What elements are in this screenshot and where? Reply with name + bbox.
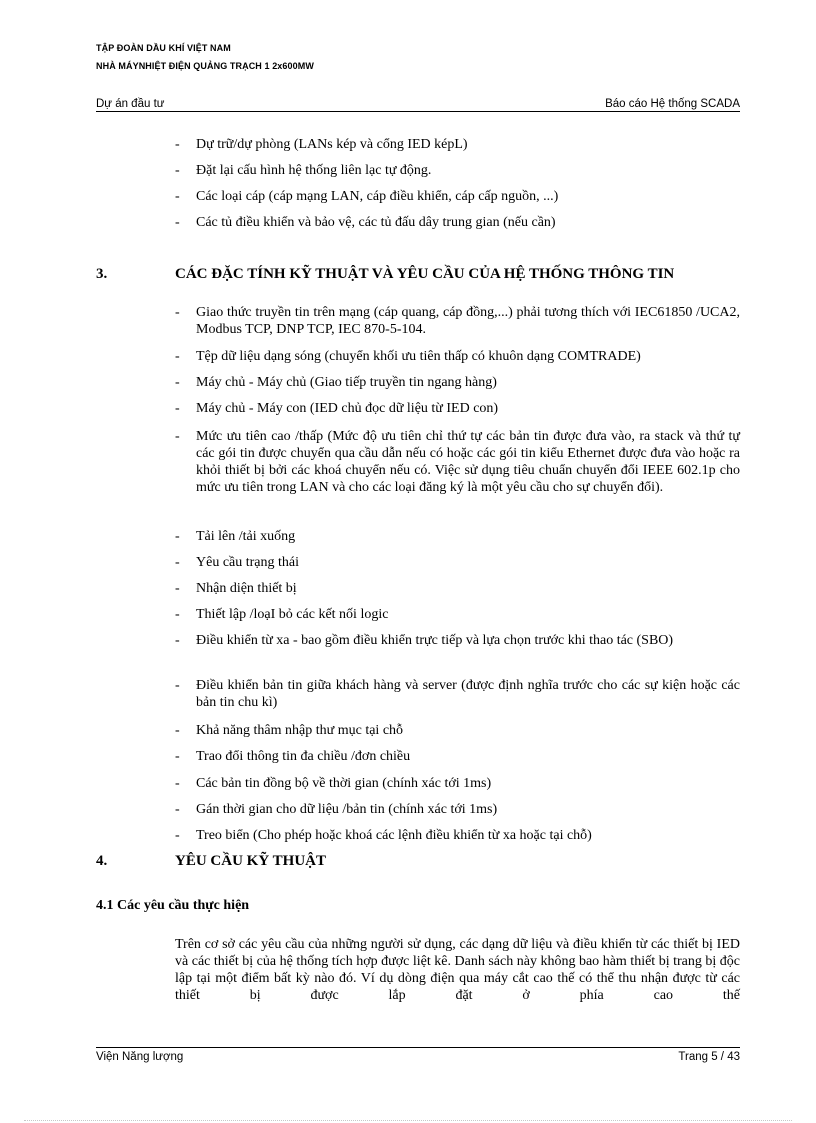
list-item-text: Điều khiển bản tin giữa khách hàng và server (được định nghĩa trước cho các sự kiện hoặc các bản tin chu kì) bbox=[196, 678, 740, 710]
list-item bbox=[175, 162, 740, 179]
bullet-dash: - bbox=[175, 678, 180, 693]
page-footer bbox=[96, 1051, 740, 1063]
bullet-dash: - bbox=[175, 633, 180, 648]
list-item-text: Máy chủ - Máy chủ (Giao tiếp truyền tin ngang hàng) bbox=[196, 375, 497, 390]
header-organization: TẬP ĐOÀN DẦU KHÍ VIỆT NAM bbox=[96, 43, 231, 53]
list-item bbox=[175, 136, 740, 153]
bullet-dash: - bbox=[175, 137, 180, 152]
bullet-dash: - bbox=[175, 802, 180, 817]
running-header bbox=[96, 98, 740, 110]
bullet-dash: - bbox=[175, 723, 180, 738]
list-item-text: Tải lên /tải xuống bbox=[196, 529, 296, 544]
list-item-text: Giao thức truyền tin trên mạng (cáp quang, cáp đồng,...) phải tương thích với IEC61850 /UCA2, Modbus TCP, DNP TCP, IEC 870-5-104. bbox=[196, 305, 740, 337]
list-item bbox=[175, 722, 740, 739]
bullet-dash: - bbox=[175, 529, 180, 544]
list-item bbox=[175, 606, 740, 623]
bullet-dash: - bbox=[175, 555, 180, 570]
list-item-text: Các tủ điều khiển và bảo vệ, các tủ đấu dây trung gian (nếu cần) bbox=[196, 215, 556, 230]
list-item bbox=[175, 827, 740, 844]
footer-rule bbox=[96, 1047, 740, 1048]
list-item-text: Các loại cáp (cáp mạng LAN, cáp điều khiển, cáp cấp nguồn, ...) bbox=[196, 189, 559, 204]
list-item bbox=[175, 348, 740, 365]
list-item bbox=[175, 188, 740, 205]
list-item-text: Nhận diện thiết bị bbox=[196, 581, 297, 596]
section-title: YÊU CẦU KỸ THUẬT bbox=[175, 853, 326, 869]
list-item-text: Mức ưu tiên cao /thấp (Mức độ ưu tiên chỉ thứ tự các bản tin được đưa vào, ra stack và thứ tự các gói tin được chuyển qua cầu dẫn nếu có hoặc các gói tin kiểu Ethernet được đưa vào hoặc ra khỏi thiết bị bởi các khoá chuyển nếu có. Việc sử dụng tiêu chuẩn chuyển đổi IEEE 602.1p cho mức ưu tiên trong LAN và cho các loại đăng ký là một yêu cầu cho sự chuyển đổi). bbox=[196, 429, 740, 495]
bullet-dash: - bbox=[175, 215, 180, 230]
bullet-dash: - bbox=[175, 163, 180, 178]
bullet-dash: - bbox=[175, 375, 180, 390]
list-item bbox=[175, 775, 740, 792]
list-item bbox=[175, 400, 740, 417]
header-rule bbox=[96, 111, 740, 112]
list-item-text: Yêu cầu trạng thái bbox=[196, 555, 300, 570]
page-edge-divider bbox=[24, 1120, 792, 1121]
list-item bbox=[175, 554, 740, 571]
bullet-dash: - bbox=[175, 581, 180, 596]
list-item-text: Khả năng thâm nhập thư mục tại chỗ bbox=[196, 723, 404, 738]
bullet-dash: - bbox=[175, 749, 180, 764]
list-item bbox=[175, 428, 740, 496]
subsection-4-1-heading: 4.1 Các yêu cầu thực hiện bbox=[96, 898, 250, 913]
list-item bbox=[175, 801, 740, 818]
list-item-text: Treo biển (Cho phép hoặc khoá các lệnh điều khiển từ xa hoặc tại chỗ) bbox=[196, 828, 592, 843]
list-item-text: Dự trữ/dự phòng (LANs kép và cổng IED képL) bbox=[196, 137, 468, 152]
bullet-dash: - bbox=[175, 828, 180, 843]
list-item bbox=[175, 304, 740, 338]
header-plant: NHÀ MÁYNHIỆT ĐIỆN QUẢNG TRẠCH 1 2x600MW bbox=[96, 61, 314, 71]
body-paragraph: Trên cơ sở các yêu cầu của những người sử dụng, các dạng dữ liệu và điều khiển từ các thiết bị IED và các thiết bị của hệ thống tích hợp được liệt kê. Danh sách này không bao hàm thiết bị trang bị độc lập tại một điểm bất kỳ nào đó. Ví dụ dòng điện qua máy cắt cao thế có thể thu nhận được từ các thiết bị được lắp đặt ở phía cao thế bbox=[175, 937, 740, 1003]
section-title: CÁC ĐẶC TÍNH KỸ THUẬT VÀ YÊU CẦU CỦA HỆ THỐNG THÔNG TIN bbox=[175, 266, 675, 282]
list-item bbox=[175, 580, 740, 597]
list-item bbox=[175, 528, 740, 545]
bullet-dash: - bbox=[175, 776, 180, 791]
list-item bbox=[175, 214, 740, 231]
list-item-text: Điều khiển từ xa - bao gồm điều khiển trực tiếp và lựa chọn trước khi thao tác (SBO) bbox=[196, 633, 674, 648]
list-item bbox=[175, 632, 740, 649]
list-item-text: Các bản tin đồng bộ về thời gian (chính xác tới 1ms) bbox=[196, 776, 492, 791]
list-item-text: Máy chủ - Máy con (IED chủ đọc dữ liệu từ IED con) bbox=[196, 401, 499, 416]
list-item-text: Thiết lập /loạI bỏ các kết nối logic bbox=[196, 607, 389, 622]
section-number: 4. bbox=[96, 853, 108, 869]
bullet-dash: - bbox=[175, 429, 180, 444]
bullet-dash: - bbox=[175, 349, 180, 364]
section-number: 3. bbox=[96, 266, 108, 282]
bullet-dash: - bbox=[175, 189, 180, 204]
list-item bbox=[175, 374, 740, 391]
header-left: Dự án đầu tư bbox=[96, 98, 165, 110]
header-right: Báo cáo Hệ thống SCADA bbox=[605, 98, 740, 110]
list-item bbox=[175, 677, 740, 711]
list-item-text: Trao đổi thông tin đa chiều /đơn chiều bbox=[196, 749, 411, 764]
bullet-dash: - bbox=[175, 305, 180, 320]
list-item-text: Đặt lại cấu hình hệ thống liên lạc tự động. bbox=[196, 163, 432, 178]
list-item-text: Tệp dữ liệu dạng sóng (chuyển khối ưu tiên thấp có khuôn dạng COMTRADE) bbox=[196, 349, 641, 364]
bullet-dash: - bbox=[175, 401, 180, 416]
list-item-text: Gán thời gian cho dữ liệu /bản tin (chính xác tới 1ms) bbox=[196, 802, 498, 817]
page-number: Trang 5 / 43 bbox=[678, 1051, 740, 1063]
list-item bbox=[175, 748, 740, 765]
footer-left: Viện Năng lượng bbox=[96, 1051, 184, 1063]
bullet-dash: - bbox=[175, 607, 180, 622]
